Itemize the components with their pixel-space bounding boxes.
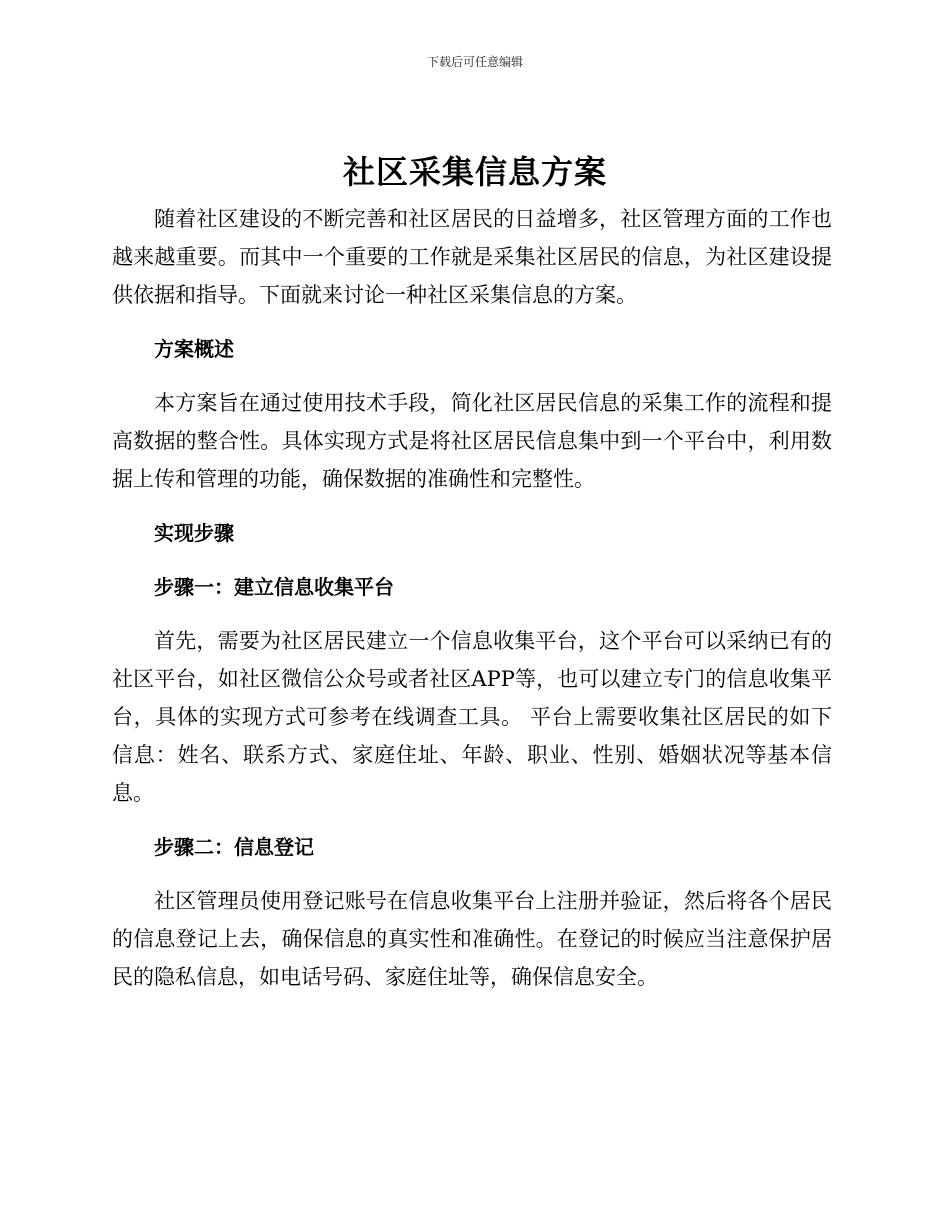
step1-heading: 步骤一：建立信息收集平台 [154,575,394,599]
overview-heading: 方案概述 [154,337,234,361]
header-note: 下载后可任意编辑 [426,55,523,69]
overview-paragraph: 本方案旨在通过使用技术手段，简化社区居民信息的采集工作的流程和提高数据的整合性。具体实现方式是将社区居民信息集中到一个平台中，利用数据上传和管理的功能，确保数据的准确性和完整性。 [112,391,832,491]
steps-heading: 实现步骤 [154,521,234,545]
step2-paragraph: 社区管理员使用登记账号在信息收集平台上注册并验证，然后将各个居民的信息登记上去，确保信息的真实性和准确性。在登记的时候应当注意保护居民的隐私信息，如电话号码、家庭住址等，确保信息安全。 [112,889,832,989]
step2-heading: 步骤二：信息登记 [154,835,314,859]
document-title: 社区采集信息方案 [342,153,607,191]
intro-paragraph: 随着社区建设的不断完善和社区居民的日益增多，社区管理方面的工作也越来越重要。而其中一个重要的工作就是采集社区居民的信息，为社区建设提供依据和指导。下面就来讨论一种社区采集信息的方案。 [112,207,832,307]
document-body [112,200,832,996]
step1-paragraph: 首先，需要为社区居民建立一个信息收集平台，这个平台可以采纳已有的社区平台，如社区微信公众号或者社区APP等，也可以建立专门的信息收集平台，具体的实现方式可参考在线调查工具。 平台上需要收集社区居民的如下信息：姓名、联系方式、家庭住址、年龄、职业、性别、婚姻状况等基本信息。 [112,629,832,805]
